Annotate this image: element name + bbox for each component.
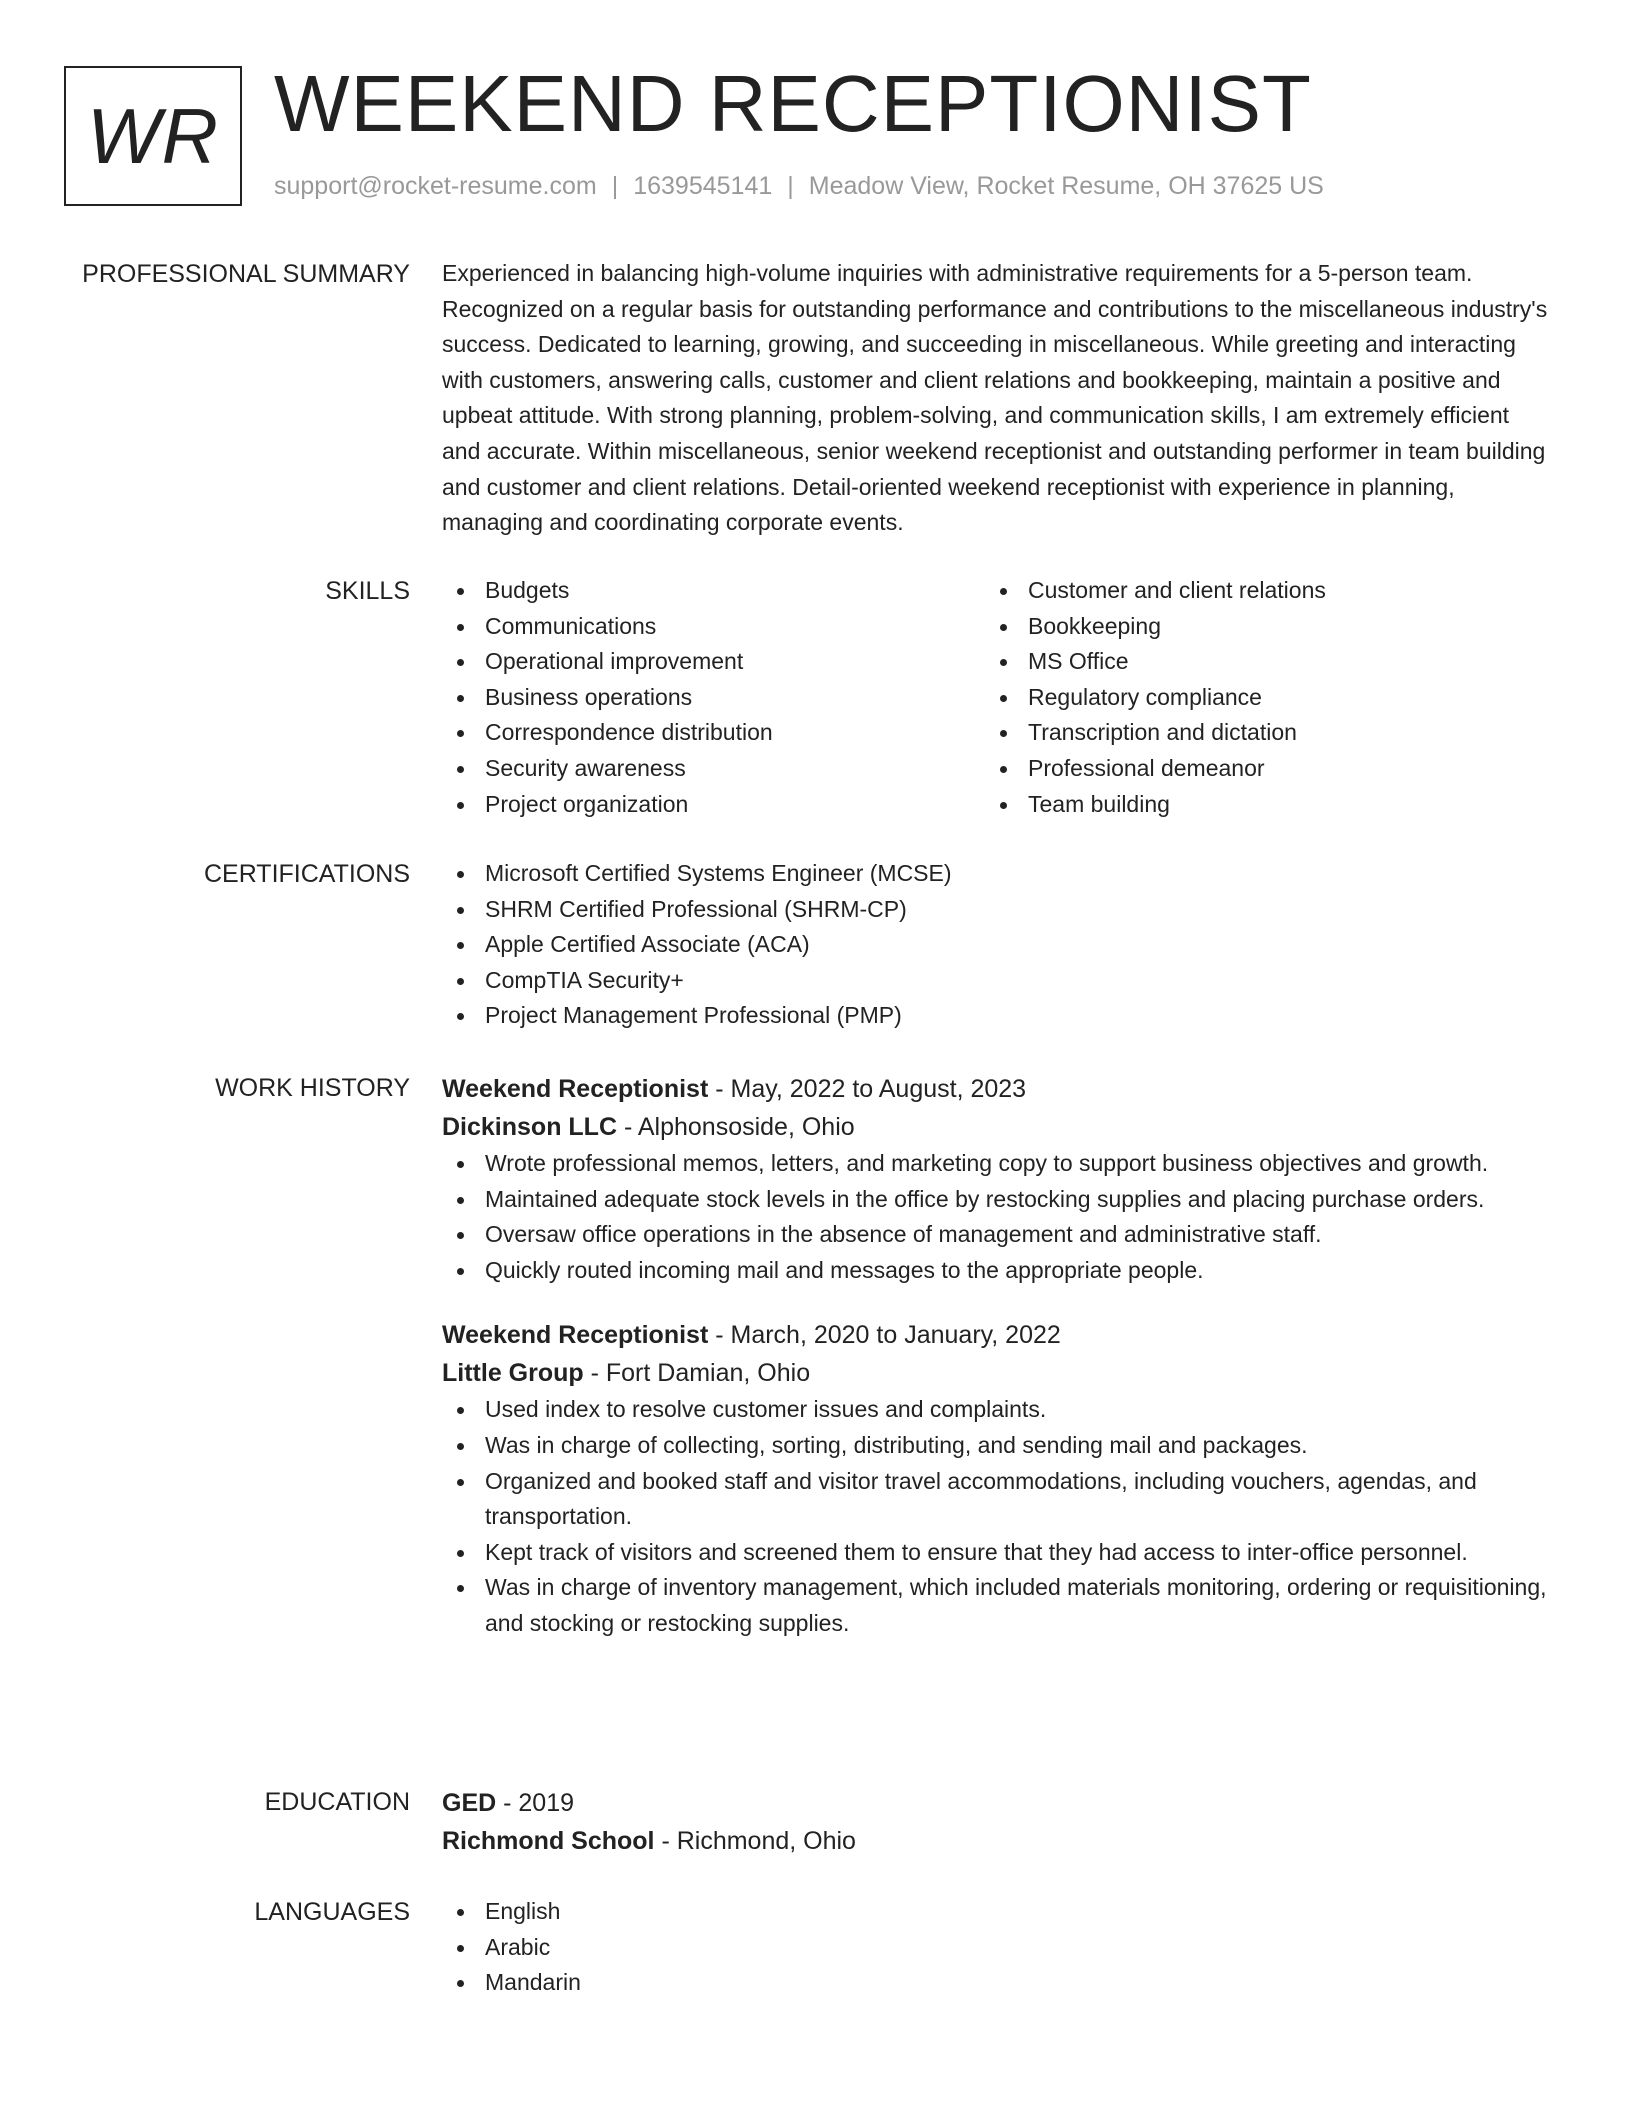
section-label: EDUCATION xyxy=(264,1788,410,1816)
job-bullet: Was in charge of collecting, sorting, distributing, and sending mail and packages. xyxy=(442,1428,1552,1464)
section-label: PROFESSIONAL SUMMARY xyxy=(82,260,410,288)
section-body xyxy=(442,1894,1552,2001)
skill-item: Transcription and dictation xyxy=(985,715,1528,751)
job-title-line xyxy=(442,1316,1552,1354)
education-school-line xyxy=(442,1822,1552,1860)
job-company: Dickinson LLC xyxy=(442,1113,618,1141)
skill-item: Business operations xyxy=(442,680,985,716)
education-school: Richmond School xyxy=(442,1827,655,1855)
job-entry xyxy=(442,1070,1552,1288)
job-bullet: Maintained adequate stock levels in the office by restocking supplies and placing purchase orders. xyxy=(442,1182,1552,1218)
job-bullet: Wrote professional memos, letters, and marketing copy to support business objectives and growth. xyxy=(442,1146,1552,1182)
language-item: English xyxy=(442,1894,1552,1930)
job-bullet: Was in charge of inventory management, which included materials monitoring, ordering or requisitioning, and stocking or restocking supplies. xyxy=(442,1570,1552,1641)
job-bullet: Kept track of visitors and screened them to ensure that they had access to inter-office personnel. xyxy=(442,1535,1552,1571)
education-degree: GED xyxy=(442,1789,497,1817)
certifications-list xyxy=(442,856,1552,1034)
skill-item: Team building xyxy=(985,787,1528,823)
skill-item: Professional demeanor xyxy=(985,751,1528,787)
job-bullet: Quickly routed incoming mail and messages to the appropriate people. xyxy=(442,1253,1552,1289)
education-location: - Richmond, Ohio xyxy=(654,1827,856,1855)
skill-item: MS Office xyxy=(985,644,1528,680)
job-company-line xyxy=(442,1108,1552,1146)
job-location: - Alphonsoside, Ohio xyxy=(617,1113,855,1141)
section-body xyxy=(442,1070,1552,1642)
job-bullet-list xyxy=(442,1392,1552,1641)
job-title: Weekend Receptionist xyxy=(442,1075,709,1103)
job-entry xyxy=(442,1316,1552,1641)
section-body xyxy=(442,256,1552,541)
job-bullet: Organized and booked staff and visitor travel accommodations, including vouchers, agendas, and transportation. xyxy=(442,1464,1552,1535)
contact-email: support@rocket-resume.com xyxy=(274,172,597,200)
skill-item: Operational improvement xyxy=(442,644,985,680)
summary-text: Experienced in balancing high-volume inquiries with administrative requirements for a 5-person team. Recognized on a regular basis for outstanding performance and contributions to the miscellaneous industry's success. Dedicated to learning, growing, and succeeding in miscellaneous. While greeting and interacting with customers, answering calls, customer and client relations and bookkeeping, maintain a positive and upbeat attitude. With strong planning, problem-solving, and communication skills, I am extremely efficient and accurate. Within miscellaneous, senior weekend receptionist and outstanding performer in team building and customer and client relations. Detail-oriented weekend receptionist with experience in planning, managing and coordinating corporate events. xyxy=(442,260,1548,536)
skills-list-left xyxy=(442,573,985,822)
job-bullet: Used index to resolve customer issues and complaints. xyxy=(442,1392,1552,1428)
job-bullet-list xyxy=(442,1146,1552,1288)
contact-phone: 1639545141 xyxy=(633,172,773,200)
job-company: Little Group xyxy=(442,1359,584,1388)
certification-item: CompTIA Security+ xyxy=(442,963,1552,999)
education-year: - 2019 xyxy=(496,1789,575,1817)
job-title-line xyxy=(442,1070,1552,1108)
skill-item: Project organization xyxy=(442,787,985,823)
section-label: SKILLS xyxy=(325,577,410,605)
language-item: Mandarin xyxy=(442,1965,1552,2001)
section-label: WORK HISTORY xyxy=(215,1074,410,1102)
certification-item: Project Management Professional (PMP) xyxy=(442,998,1552,1034)
certification-item: Apple Certified Associate (ACA) xyxy=(442,927,1552,963)
skill-item: Regulatory compliance xyxy=(985,680,1528,716)
skill-item: Correspondence distribution xyxy=(442,715,985,751)
job-company-line xyxy=(442,1354,1552,1392)
job-title: Weekend Receptionist xyxy=(442,1321,709,1350)
contact-line xyxy=(274,172,1324,201)
skill-item: Security awareness xyxy=(442,751,985,787)
skills-columns xyxy=(442,573,1552,822)
languages-list xyxy=(442,1894,1552,2001)
language-item: Arabic xyxy=(442,1930,1552,1966)
job-dates: - March, 2020 to January, 2022 xyxy=(708,1321,1061,1350)
certification-item: SHRM Certified Professional (SHRM-CP) xyxy=(442,892,1552,928)
section-body xyxy=(442,1784,1552,1860)
skill-item: Bookkeeping xyxy=(985,609,1528,645)
contact-separator: | xyxy=(787,172,794,200)
certification-item: Microsoft Certified Systems Engineer (MCSE) xyxy=(442,856,1552,892)
section-label: CERTIFICATIONS xyxy=(203,860,410,888)
contact-separator: | xyxy=(611,172,619,200)
contact-address: Meadow View, Rocket Resume, OH 37625 US xyxy=(808,172,1324,200)
job-location: - Fort Damian, Ohio xyxy=(583,1359,811,1388)
job-dates: - May, 2022 to August, 2023 xyxy=(708,1075,1027,1103)
skill-item: Customer and client relations xyxy=(985,573,1528,609)
skill-item: Communications xyxy=(442,609,985,645)
skills-list-right xyxy=(985,573,1528,822)
section-label: LANGUAGES xyxy=(254,1898,410,1926)
page-title: WEEKEND RECEPTIONIST xyxy=(274,59,1312,148)
skill-item: Budgets xyxy=(442,573,985,609)
job-bullet: Oversaw office operations in the absence of management and administrative staff. xyxy=(442,1217,1552,1253)
section-body xyxy=(442,856,1552,1034)
monogram-logo: WR xyxy=(64,66,242,206)
education-degree-line xyxy=(442,1784,1552,1822)
